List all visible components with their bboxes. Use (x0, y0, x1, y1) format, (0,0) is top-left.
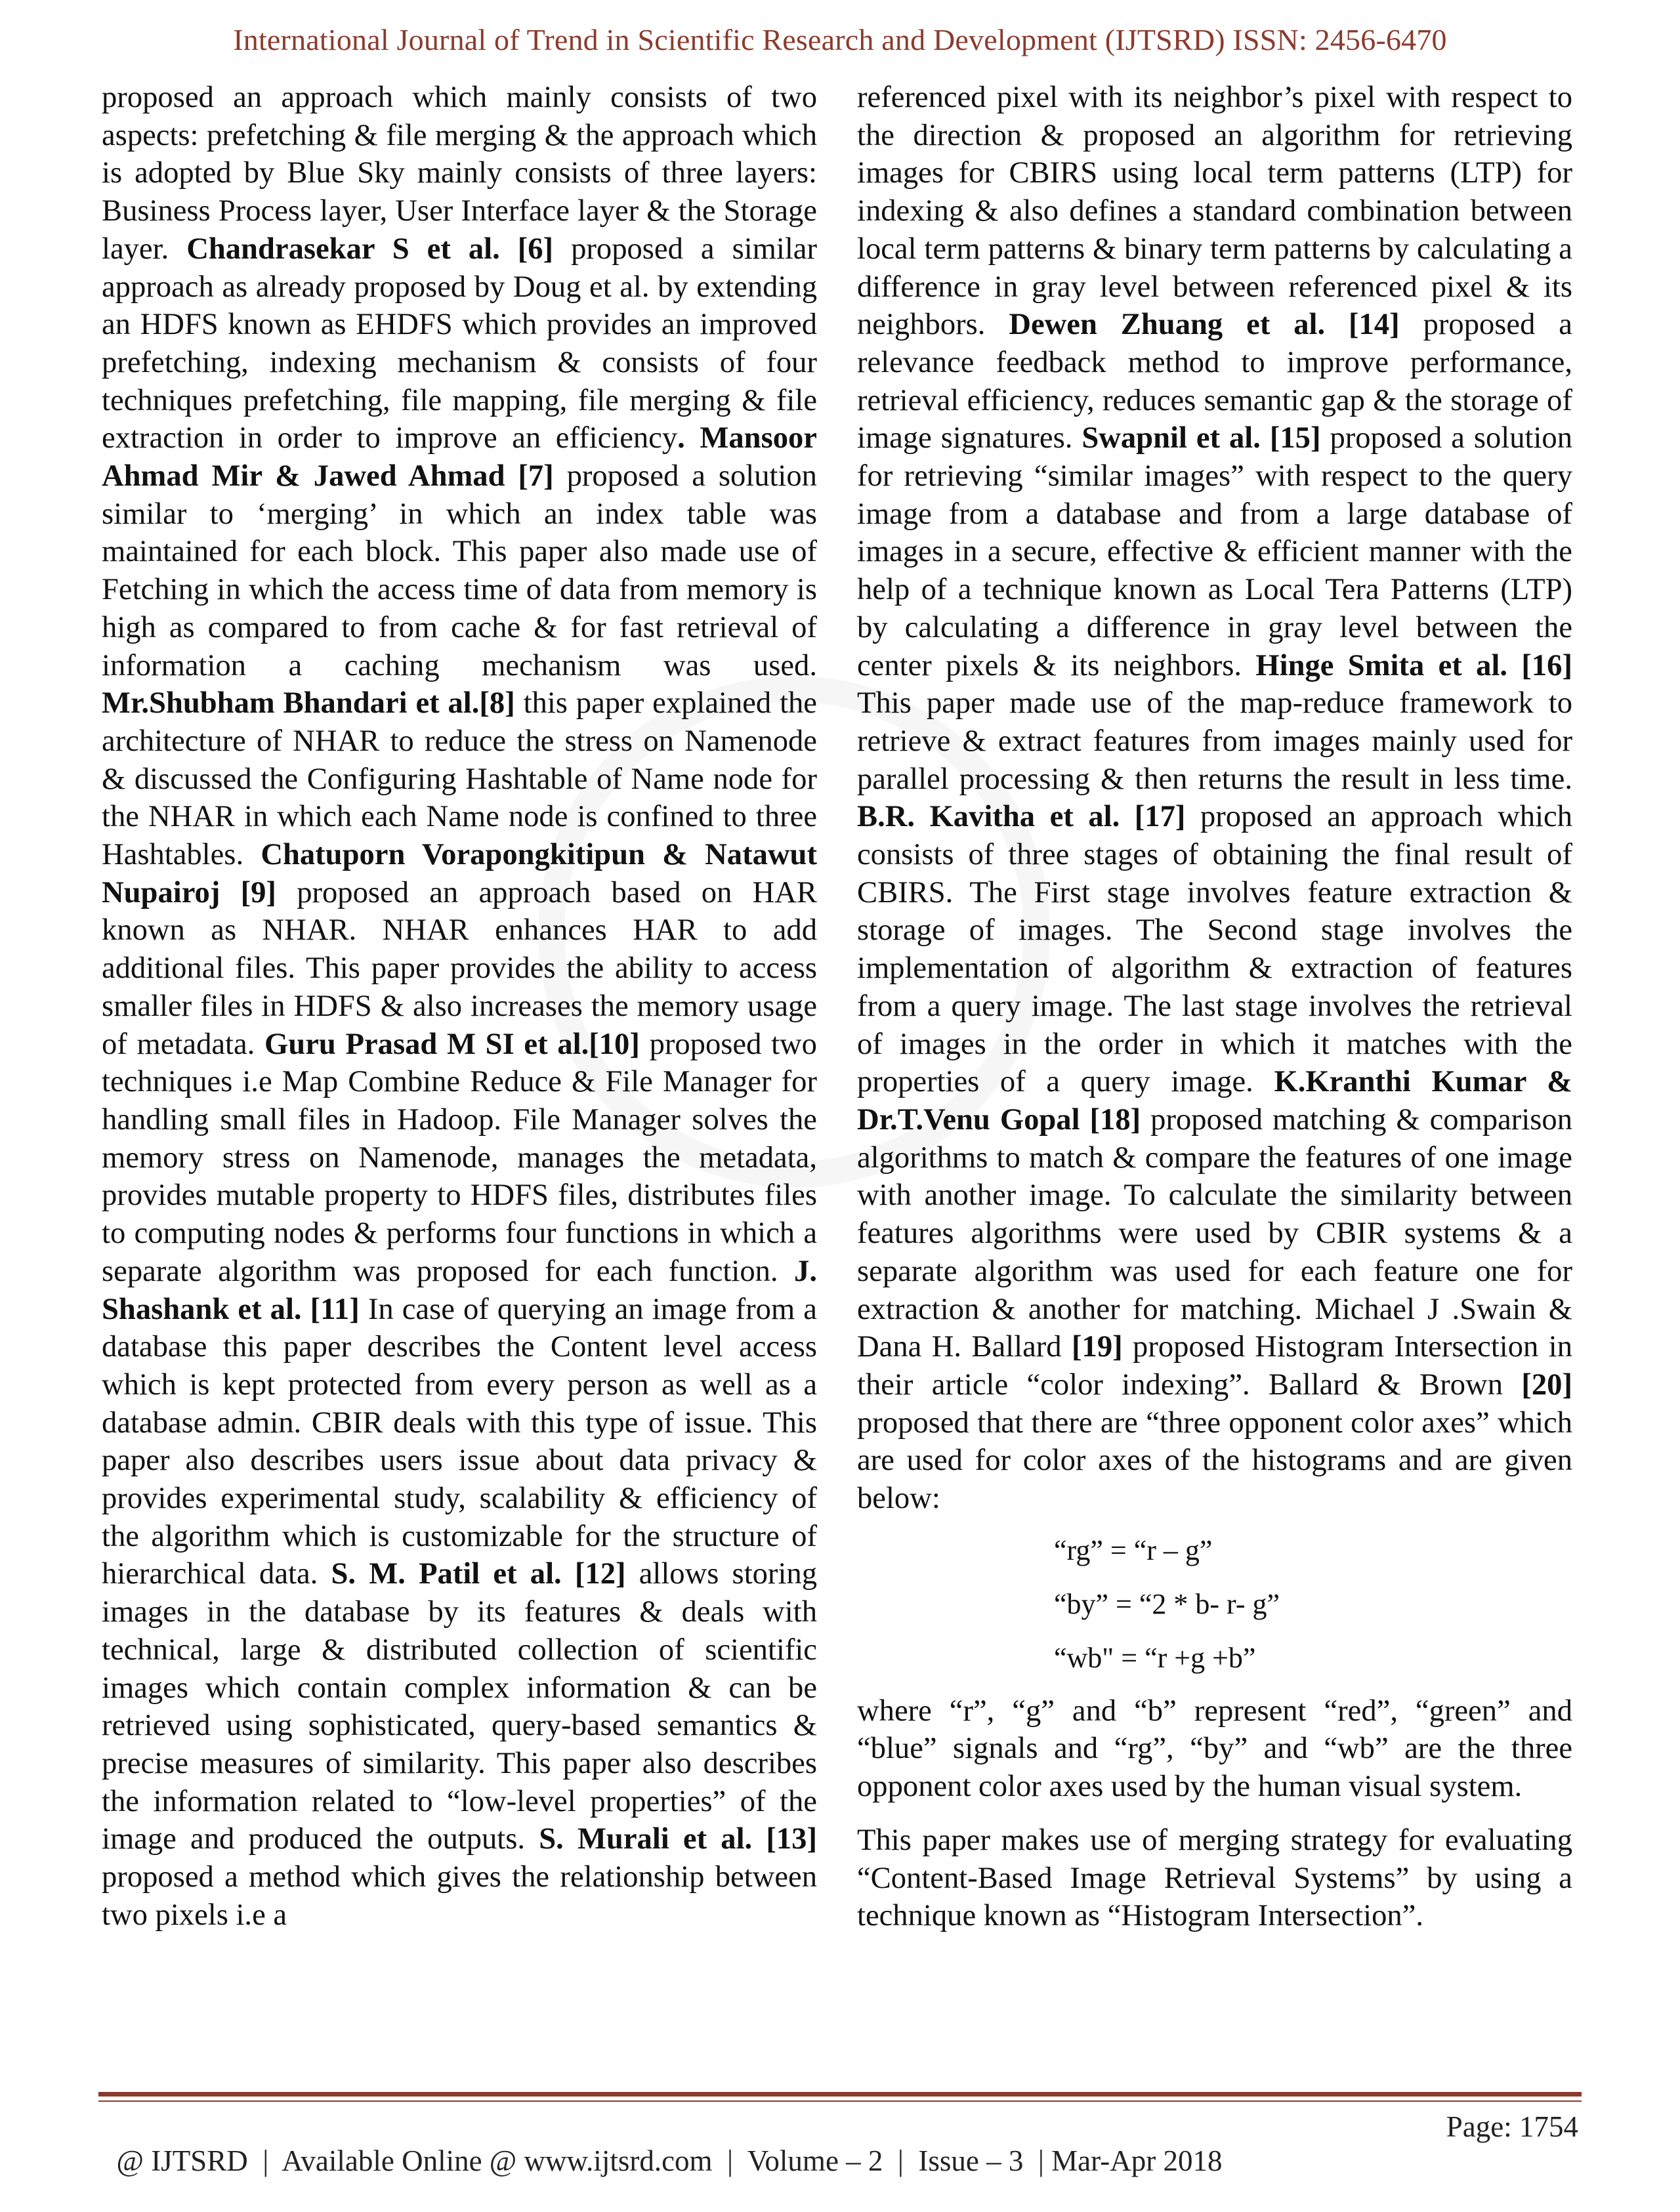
citation-bold: Dewen Zhuang et al. [14] (1009, 307, 1400, 342)
body-text: proposed a relevance feedback method to improve performance, retrieval efficiency, reduces semantic gap & the storage of image signatures. (857, 307, 1572, 455)
body-text: this paper explained the architecture of NHAR to reduce the stress on Namenode & discussed the Configuring Hashtable of Name node for the NHAR in which each Name node is confined to three Hashtables. (102, 686, 817, 872)
equation-wb: “wb" = “r +g +b” (1054, 1641, 1256, 1674)
right-paragraph (857, 79, 1572, 1518)
journal-header: International Journal of Trend in Scientific Research and Development (IJTSRD) ISSN: 2456-6470 (233, 23, 1447, 56)
body-text: proposed an approach which consists of three stages of obtaining the final result of CBIRS. The First stage involves feature extraction & storage of images. The Second stage involves the implementation of algorithm & extraction of features from a query image. The last stage involves the retrieval of images in the order in which it matches with the properties of a query image. (857, 799, 1572, 1099)
footer-publication-info: @ IJTSRD | Available Online @ www.ijtsrd.com | Volume – 2 | Issue – 3 | Mar-Apr 2018 (116, 2144, 1223, 2177)
citation-bold: [19] (1072, 1329, 1123, 1364)
citation-bold: [20] (1521, 1367, 1572, 1402)
body-text: proposed a solution similar to ‘merging’ in which an index table was maintained for each block. This paper also made use of Fetching in which the access time of data from memory is high as compared to from cache & for fast retrieval of information a caching mechanism was used. (102, 459, 817, 682)
body-text: proposed a method which gives the relationship between two pixels i.e a (102, 1860, 817, 1932)
citation-bold: Chandrasekar S et al. [6] (186, 231, 554, 266)
citation-bold: S. M. Patil et al. [12] (331, 1556, 626, 1591)
body-text: proposed a solution for retrieving “similar images” with respect to the query image from a database and from a large database of images in a secure, effective & efficient manner with the help of a technique known as Local Tera Patterns (LTP) by calculating a difference in gray level between the center pixels & its neighbors. (857, 421, 1572, 682)
body-text: proposed a similar approach as already proposed by Doug et al. by extending an HDFS known as EHDFS which provides an improved prefetching, indexing mechanism & consists of four techniques prefetching, file mapping, file merging & file extraction in order to improve an efficiency (102, 231, 817, 455)
page-number: Page: 1754 (1446, 2110, 1578, 2143)
right-column (857, 79, 1572, 1935)
body-text: This paper made use of the map-reduce framework to retrieve & extract features from images mainly used for parallel processing & then returns the result in less time. (857, 686, 1572, 796)
body-text: allows storing images in the database by its features & deals with technical, large & distributed collection of scientific images which contain complex information & can be retrieved using sophisticated, query-based semantics & precise measures of similarity. This paper also describes the information related to “low-level properties” of the image and produced the outputs. (102, 1556, 817, 1856)
citation-bold: Chatuporn Vorapongkitipun & Natawut Nupairoj [9] (102, 837, 817, 909)
body-text: proposed two techniques i.e Map Combine Reduce & File Manager for handling small files in Hadoop. File Manager solves the memory stress on Namenode, manages the metadata, provides mutable property to HDFS files, distributes files to computing nodes & performs four functions in which a separate algorithm was proposed for each function. (102, 1026, 817, 1288)
equation-by: “by” = “2 * b- r- g” (1054, 1587, 1280, 1620)
equation-block (857, 1531, 1572, 1678)
body-text: proposed that there are “three opponent color axes” which are used for color axes of the histograms and are given below: (857, 1405, 1572, 1516)
right-paragraph-3: This paper makes use of merging strategy for evaluating “Content-Based Image Retrieval Systems” by using a technique known as “Histogram Intersection”. (857, 1822, 1572, 1933)
citation-bold: Swapnil et al. [15] (1082, 421, 1321, 455)
body-text: proposed matching & comparison algorithms to match & compare the features of one image with another image. To calculate the similarity between features algorithms were used by CBIR systems & a separate algorithm was used for each feature one for extraction & another for matching. Michael J .Swain & Dana H. Ballard (857, 1102, 1572, 1364)
equation-rg: “rg” = “r – g” (1054, 1534, 1213, 1566)
citation-bold: Mr.Shubham Bhandari et al.[8] (102, 686, 515, 720)
body-text: referenced pixel with its neighbor’s pixel with respect to the direction & proposed an algorithm for retrieving images for CBIRS using local term patterns (LTP) for indexing & also defines a standard combination between local term patterns & binary term patterns by calculating a difference in gray level between referenced pixel & its neighbors. (857, 80, 1572, 342)
citation-bold: J. Shashank et al. [11] (102, 1253, 817, 1326)
body-text: proposed an approach based on HAR known as NHAR. NHAR enhances HAR to add additional files. This paper provides the ability to access smaller files in HDFS & also increases the memory usage of metadata. (102, 875, 817, 1061)
body-text: proposed an approach which mainly consists of two aspects: prefetching & file merging & the approach which is adopted by Blue Sky mainly consists of three layers: Business Process layer, User Interface layer & the Storage layer. (102, 80, 817, 266)
page-footer (102, 2110, 1578, 2212)
right-paragraph-2: where “r”, “g” and “b” represent “red”, “green” and “blue” signals and “rg”, “by” and “wb” are the three opponent color axes used by the human visual system. (857, 1693, 1572, 1804)
citation-bold: B.R. Kavitha et al. [17] (857, 799, 1186, 834)
body-text: In case of querying an image from a database this paper describes the Content level access which is kept protected from every person as well as a database admin. CBIR deals with this type of issue. This paper also describes users issue about data privacy & provides experimental study, scalability & efficiency of the algorithm which is customizable for the structure of hierarchical data. (102, 1291, 817, 1591)
footer-divider (98, 2092, 1582, 2102)
citation-bold: Guru Prasad M SI et al.[10] (264, 1026, 640, 1061)
citation-bold: . Mansoor Ahmad Mir & Jawed Ahmad [7] (102, 421, 817, 493)
left-column (102, 79, 817, 1934)
left-paragraph (102, 79, 817, 1934)
citation-bold: S. Murali et al. [13] (539, 1822, 817, 1856)
body-text: proposed Histogram Intersection in their article “color indexing”. Ballard & Brown (857, 1329, 1572, 1402)
citation-bold: K.Kranthi Kumar & Dr.T.Venu Gopal [18] (857, 1064, 1572, 1137)
citation-bold: Hinge Smita et al. [16] (1255, 648, 1572, 682)
